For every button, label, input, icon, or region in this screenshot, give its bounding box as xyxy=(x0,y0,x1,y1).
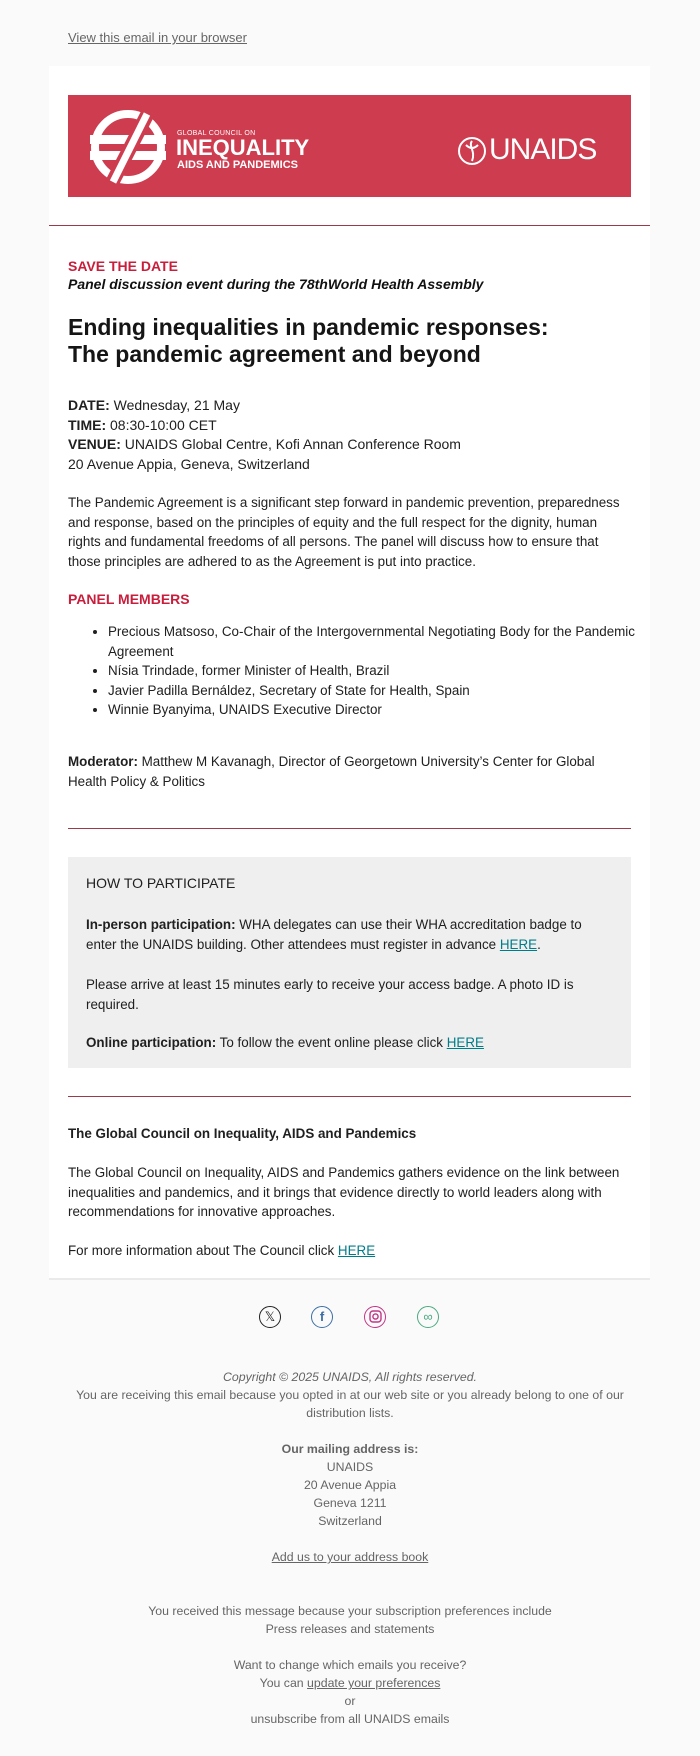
event-description: The Pandemic Agreement is a significant step forward in pandemic prevention, preparedness and response, based on the principles of equity and the full respect for the dignity, human rights and fundamental freedoms of all persons. The panel will discuss how to ensure that those principles are adhered to as the Agreement is put into practice. xyxy=(68,495,620,569)
footer-manage: Want to change which emails you receive? You can update your preferences or unsubscribe from all UNAIDS emails xyxy=(0,1656,700,1728)
email-card xyxy=(49,66,650,1280)
council-logo-icon xyxy=(68,95,178,197)
list-item: • Winnie Byanyima, UNAIDS Executive Director xyxy=(108,700,668,720)
website-link-icon[interactable]: ∞ xyxy=(417,1306,439,1328)
header-banner xyxy=(68,95,631,197)
event-subtitle: Panel discussion event during the 78thWorld Health Assembly xyxy=(68,276,484,292)
panel-members-list xyxy=(68,622,668,720)
divider xyxy=(68,1096,631,1097)
footer-mailing-address: Our mailing address is: UNAIDS 20 Avenue Appia Geneva 1211 Switzerland xyxy=(281,1442,419,1528)
council-more-info: For more information about The Council click HERE xyxy=(68,1243,376,1258)
unaids-logo-text: UNAIDS xyxy=(489,133,597,166)
x-twitter-icon[interactable]: 𝕏 xyxy=(259,1306,281,1328)
view-in-browser-link[interactable]: View this email in your browser xyxy=(68,30,247,45)
council-title: INEQUALITY xyxy=(176,135,310,160)
unsubscribe-link[interactable]: unsubscribe from all UNAIDS emails xyxy=(250,1712,450,1726)
council-here-link[interactable]: HERE xyxy=(337,1243,376,1258)
list-item: • Javier Padilla Bernáldez, Secretary of State for Health, Spain xyxy=(108,681,668,701)
save-the-date: SAVE THE DATE xyxy=(68,258,178,274)
instagram-icon[interactable] xyxy=(364,1306,386,1328)
panel-members-heading: PANEL MEMBERS xyxy=(68,591,190,607)
inperson-participation: In-person participation: WHA delegates can use their WHA accreditation badge to enter the UNAIDS building. Other attendees must register in advance HERE. xyxy=(86,917,582,952)
council-small-text: GLOBAL COUNCIL ON xyxy=(177,130,256,137)
update-preferences-link[interactable]: update your preferences xyxy=(307,1676,441,1690)
footer-preferences: You received this message because your subscription preferences include Press releases and statements xyxy=(148,1604,552,1636)
online-participation: Online participation: To follow the event online please click HERE xyxy=(86,1035,484,1050)
council-heading: The Global Council on Inequality, AIDS and Pandemics xyxy=(68,1126,417,1141)
event-title: Ending inequalities in pandemic responses: The pandemic agreement and beyond xyxy=(68,314,549,367)
participate-box xyxy=(68,857,631,1068)
council-subtitle: AIDS AND PANDEMICS xyxy=(177,159,299,171)
footer-address-book xyxy=(0,1548,700,1566)
footer-receiving: You are receiving this email because you opted in at our web site or you already belong to one of our distribution lists. xyxy=(76,1388,624,1420)
register-here-link[interactable]: HERE xyxy=(499,936,538,952)
add-address-book-link[interactable]: Add us to your address book xyxy=(271,1550,429,1564)
divider xyxy=(68,828,631,829)
list-item: • Nísia Trindade, former Minister of Health, Brazil xyxy=(108,661,668,681)
footer-copyright: Copyright © 2025 UNAIDS, All rights reserved. xyxy=(223,1370,477,1384)
online-here-link[interactable]: HERE xyxy=(446,1035,484,1050)
un-emblem-icon xyxy=(456,135,488,167)
event-details: DATE: Wednesday, 21 May TIME: 08:30-10:00 CET VENUE: UNAIDS Global Centre, Kofi Annan Conference Room 20 Avenue Appia, Geneva, Switzerland xyxy=(68,397,461,472)
facebook-icon[interactable]: f xyxy=(311,1306,333,1328)
moderator: Moderator: Matthew M Kavanagh, Director of Georgetown University’s Center for Global Health Policy & Politics xyxy=(68,754,595,789)
divider xyxy=(49,225,650,226)
council-description: The Global Council on Inequality, AIDS and Pandemics gathers evidence on the link between inequalities and pandemics, and it brings that evidence directly to world leaders along with recommendations for innovative approaches. xyxy=(68,1165,620,1219)
participate-heading: HOW TO PARTICIPATE xyxy=(86,875,236,891)
list-item: • Precious Matsoso, Co-Chair of the Intergovernmental Negotiating Body for the Pandemic Agreement xyxy=(108,622,668,661)
arrival-note: Please arrive at least 15 minutes early to receive your access badge. A photo ID is required. xyxy=(86,977,574,1012)
